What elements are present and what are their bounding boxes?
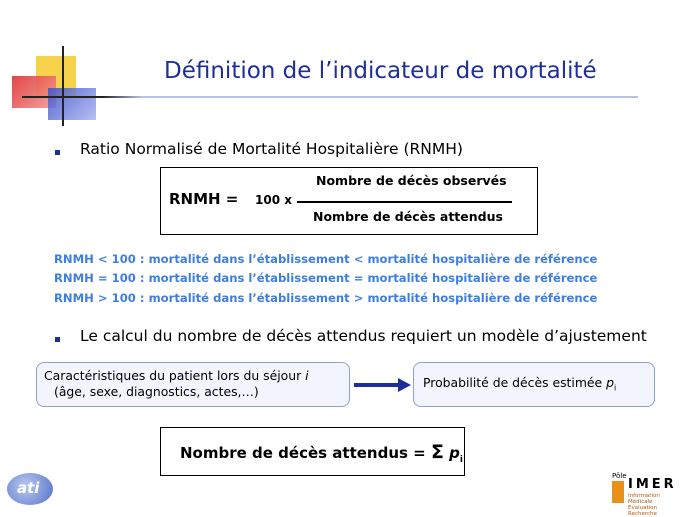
imer-orange-bar xyxy=(612,481,624,503)
formula-box xyxy=(160,167,538,235)
arrow-right-icon xyxy=(354,377,412,393)
input-text: Caractéristiques du patient lors du séjour xyxy=(44,368,306,383)
patient-characteristics-box xyxy=(36,362,350,407)
slide-title: Définition de l’indicateur de mortalité xyxy=(164,58,597,84)
result-subscript: i xyxy=(459,455,464,465)
logo-block-blue xyxy=(48,88,96,120)
input-line-2: (âge, sexe, diagnostics, actes,…) xyxy=(54,384,259,399)
ati-logo xyxy=(7,473,53,505)
imer-subtitle-line-1: Information Médicale xyxy=(628,493,660,505)
formula-numerator: Nombre de décès observés xyxy=(316,173,507,188)
sigma-symbol: Σ xyxy=(430,441,444,463)
bullet-icon xyxy=(55,150,60,155)
imer-pole-label: Pôle xyxy=(612,472,627,480)
title-underline xyxy=(22,96,638,98)
formula-lhs: RNMH = xyxy=(169,190,239,208)
bullet-icon xyxy=(55,337,60,342)
fraction-bar xyxy=(297,201,512,203)
output-subscript: i xyxy=(613,383,617,393)
output-text: Probabilité de décès estimée xyxy=(423,375,607,390)
output-variable: p xyxy=(606,375,614,390)
rule-equal: RNMH = 100 : mortalité dans l’établissement = mortalité hospitalière de référence xyxy=(54,271,598,285)
formula-multiplier: 100 x xyxy=(255,193,292,207)
result-variable: p xyxy=(449,444,460,462)
imer-logo xyxy=(612,472,682,517)
result-box xyxy=(160,427,465,476)
decorative-vertical-line xyxy=(62,46,64,126)
rule-less-than: RNMH < 100 : mortalité dans l’établissement < mortalité hospitalière de référence xyxy=(54,252,598,266)
input-variable: i xyxy=(305,368,309,383)
imer-subtitle xyxy=(628,493,682,517)
result-formula xyxy=(180,441,463,465)
rule-greater-than: RNMH > 100 : mortalité dans l’établissement > mortalité hospitalière de référence xyxy=(54,291,598,305)
probability-box xyxy=(413,362,655,407)
imer-name: IMER xyxy=(628,477,677,492)
ati-logo-text: ati xyxy=(17,479,40,497)
input-line-1 xyxy=(44,368,349,384)
bullet-text-model: Le calcul du nombre de décès attendus requiert un modèle d’ajustement xyxy=(80,327,647,345)
imer-subtitle-line-2: Evaluation Recherche xyxy=(628,505,658,517)
bullet-text-rnmh: Ratio Normalisé de Mortalité Hospitalière (RNMH) xyxy=(80,140,463,158)
formula-denominator: Nombre de décès attendus xyxy=(313,209,503,224)
result-label: Nombre de décès attendus = xyxy=(180,444,431,462)
